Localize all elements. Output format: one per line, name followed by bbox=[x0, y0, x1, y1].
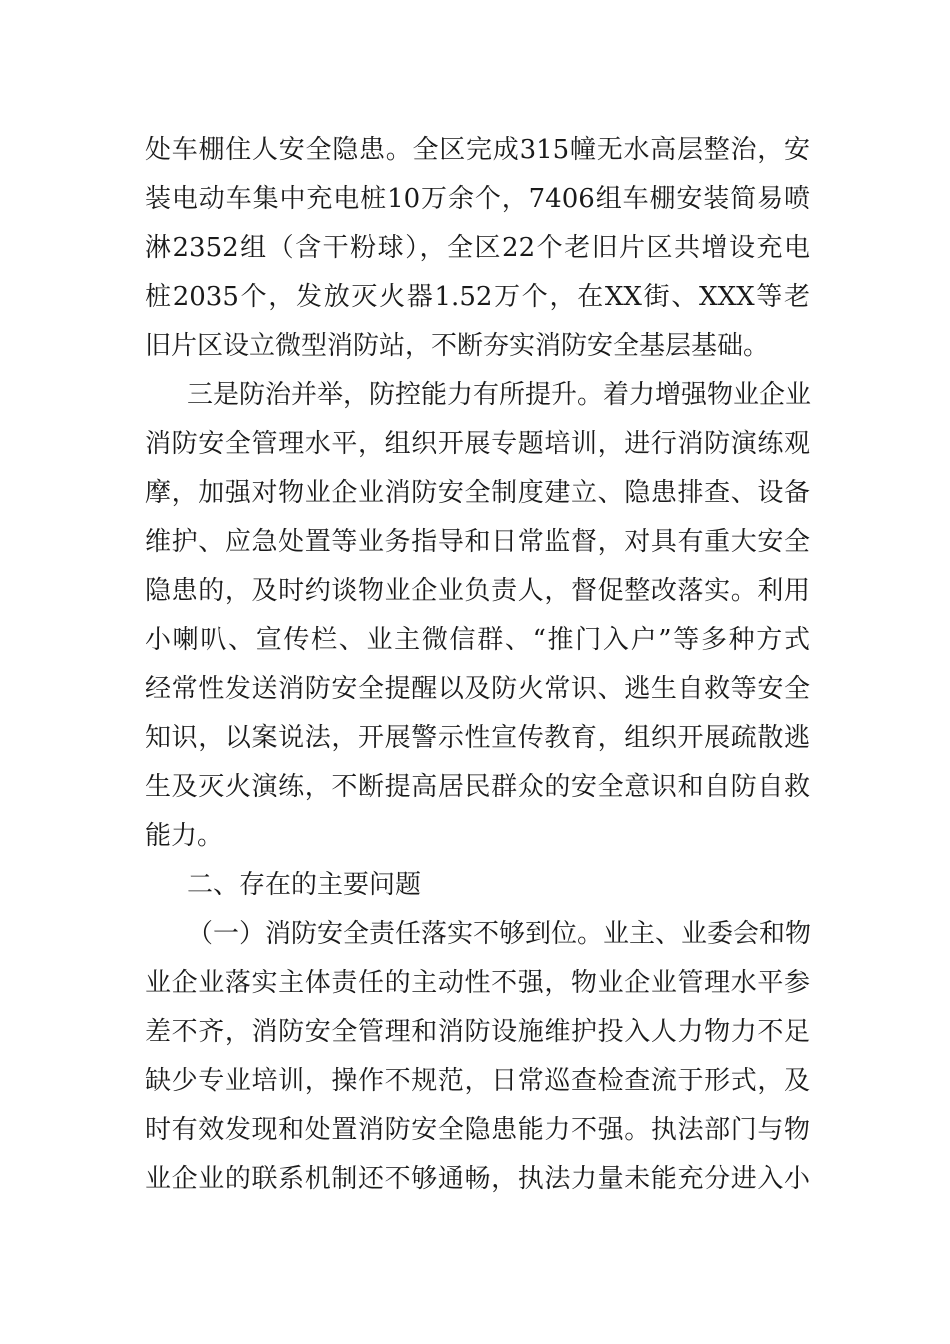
text-line: 差不齐，消防安全管理和消防设施维护投入人力物力不足 bbox=[145, 1017, 810, 1047]
text-line: 桩2035个，发放灭火器1.52万个，在XX街、XXX等老 bbox=[145, 282, 810, 312]
text-line: 消防安全管理水平，组织开展专题培训，进行消防演练观 bbox=[145, 429, 810, 459]
text-line: （一）消防安全责任落实不够到位。业主、业委会和物 bbox=[187, 919, 812, 949]
text-line: 知识，以案说法，开展警示性宣传教育，组织开展疏散逃 bbox=[145, 723, 810, 753]
document-body bbox=[145, 126, 810, 1204]
text-line: 小喇叭、宣传栏、业主微信群、“推门入户”等多种方式 bbox=[145, 625, 810, 655]
text-line: 业企业的联系机制还不够通畅，执法力量未能充分进入小 bbox=[145, 1164, 810, 1194]
text-line: 二、存在的主要问题 bbox=[187, 870, 422, 900]
text-line: 隐患的，及时约谈物业企业负责人，督促整改落实。利用 bbox=[145, 576, 810, 606]
text-line: 缺少专业培训，操作不规范，日常巡查检查流于形式，及 bbox=[145, 1066, 810, 1096]
text-line: 装电动车集中充电桩10万余个，7406组车棚安装简易喷 bbox=[145, 184, 810, 214]
text-line: 时有效发现和处置消防安全隐患能力不强。执法部门与物 bbox=[145, 1115, 810, 1145]
text-line: 摩，加强对物业企业消防安全制度建立、隐患排查、设备 bbox=[145, 478, 810, 508]
text-line: 能力。 bbox=[145, 821, 224, 851]
text-line: 处车棚住人安全隐患。全区完成315幢无水高层整治，安 bbox=[145, 135, 810, 165]
text-line: 业企业落实主体责任的主动性不强，物业企业管理水平参 bbox=[145, 968, 810, 998]
text-line: 生及灭火演练，不断提高居民群众的安全意识和自防自救 bbox=[145, 772, 810, 802]
text-line: 旧片区设立微型消防站，不断夯实消防安全基层基础。 bbox=[145, 331, 770, 361]
text-line: 三是防治并举，防控能力有所提升。着力增强物业企业 bbox=[187, 380, 812, 410]
text-line: 经常性发送消防安全提醒以及防火常识、逃生自救等安全 bbox=[145, 674, 810, 704]
text-line: 维护、应急处置等业务指导和日常监督，对具有重大安全 bbox=[145, 527, 810, 557]
text-line: 淋2352组（含干粉球），全区22个老旧片区共增设充电 bbox=[145, 233, 810, 263]
